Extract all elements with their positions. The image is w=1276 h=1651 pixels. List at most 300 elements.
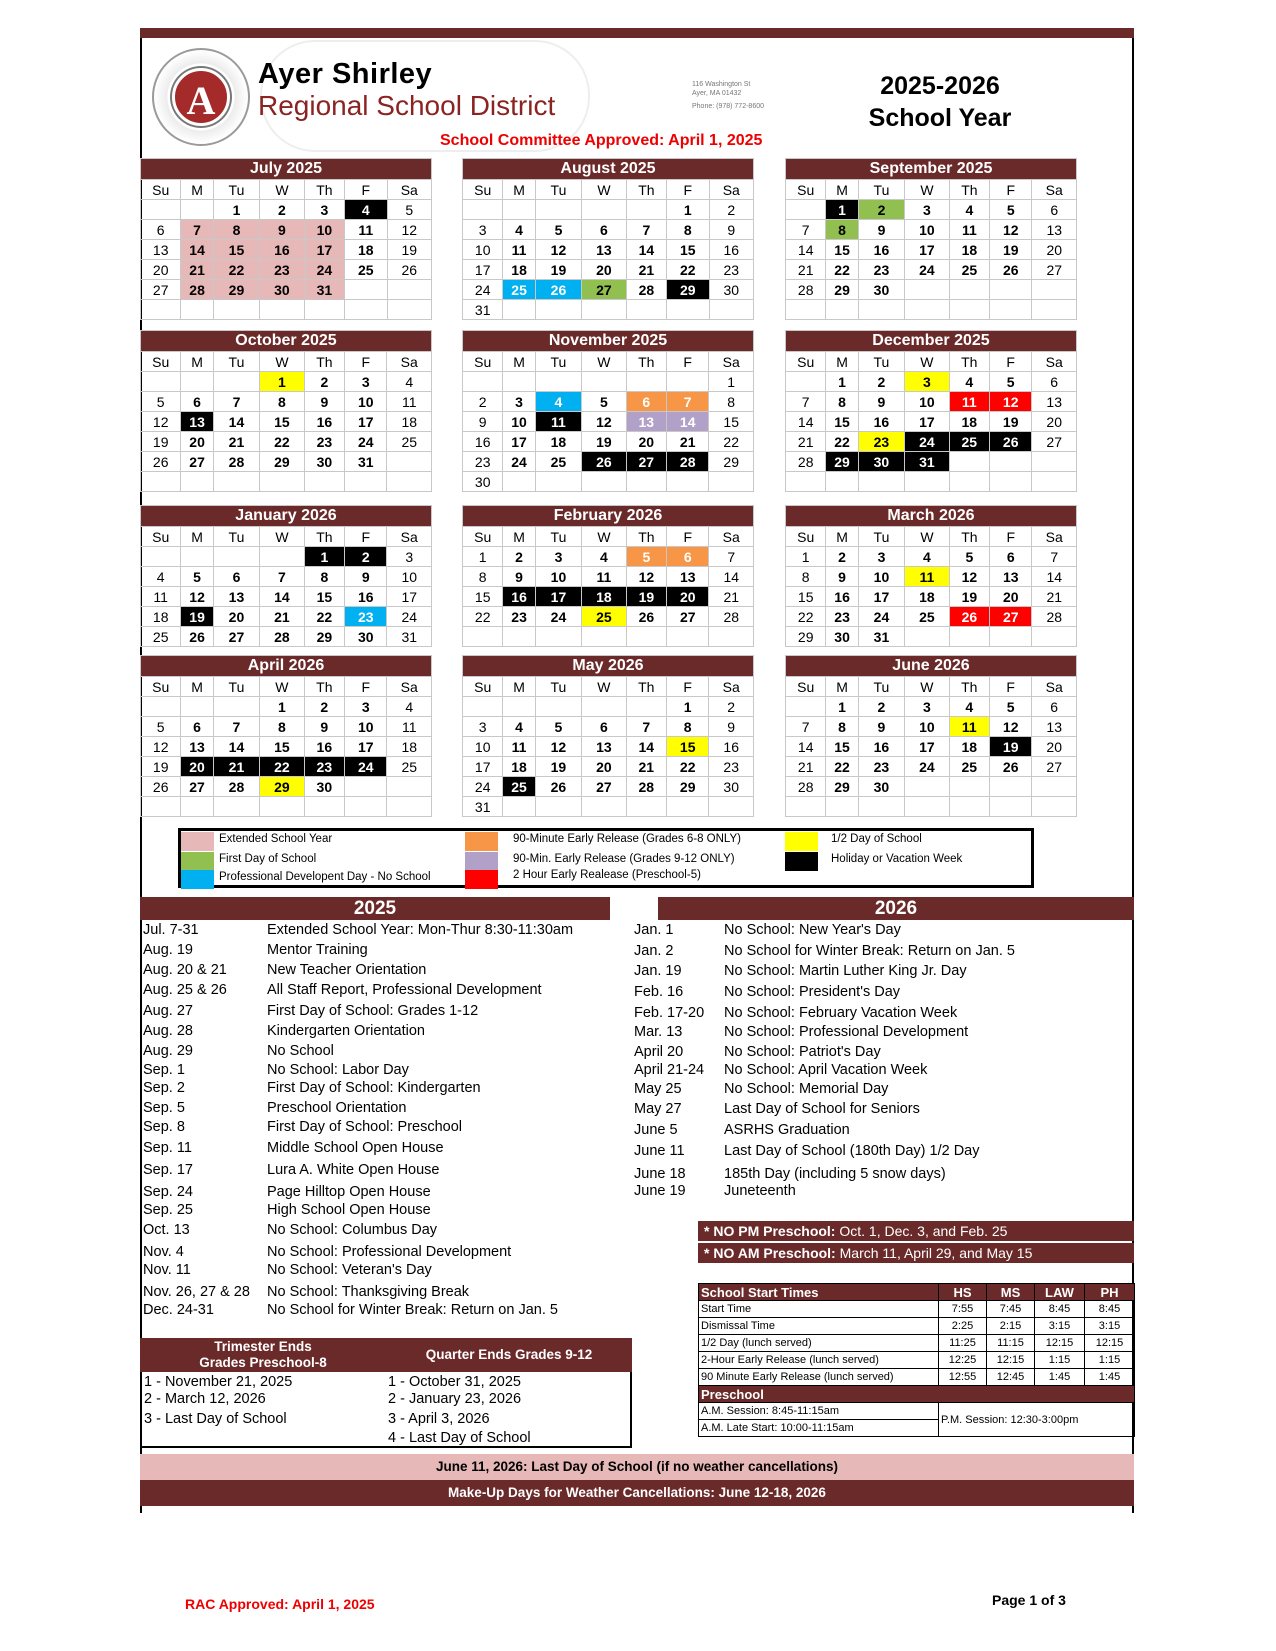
legend-swatch: [465, 852, 498, 871]
day-cell: [463, 697, 503, 717]
day-cell: [387, 280, 432, 300]
weekday-label: Th: [304, 527, 344, 547]
event-description: No School: Patriot's Day: [724, 1044, 881, 1060]
day-cell: [858, 797, 904, 817]
day-cell: [213, 797, 259, 817]
weekday-label: Th: [626, 180, 666, 200]
event-description: Juneteenth: [724, 1183, 796, 1199]
day-cell: 15: [213, 240, 259, 260]
day-cell: 1: [260, 372, 304, 392]
day-cell: [260, 797, 304, 817]
day-cell: 1: [826, 697, 858, 717]
no-am-preschool-note: [698, 1243, 1134, 1263]
day-cell: 4: [949, 200, 989, 220]
day-cell: 8: [786, 567, 826, 587]
day-cell: 23: [463, 452, 503, 472]
weekday-label: W: [582, 352, 626, 372]
day-cell: 14: [181, 240, 213, 260]
day-cell: 17: [905, 737, 949, 757]
time-value: 7:45: [987, 1301, 1035, 1318]
week-row: [141, 240, 432, 260]
day-cell: 28: [786, 452, 826, 472]
start-times-table: [698, 1283, 1135, 1437]
event-row: [143, 922, 603, 940]
district-address: [692, 80, 764, 111]
start-times-header: [699, 1284, 1135, 1301]
day-cell: 1: [463, 547, 503, 567]
day-cell: [626, 472, 666, 492]
week-row: [786, 412, 1077, 432]
quarter-item: 4 - Last Day of School: [388, 1430, 531, 1446]
day-cell: 20: [582, 757, 626, 777]
day-cell: [786, 697, 826, 717]
event-row: [634, 1024, 1094, 1042]
day-cell: 5: [181, 567, 213, 587]
month-title: December 2025: [786, 331, 1077, 352]
weekday-label: Su: [786, 527, 826, 547]
event-description: No School: Memorial Day: [724, 1081, 889, 1097]
day-cell: 2: [858, 200, 904, 220]
event-description: No School: Columbus Day: [267, 1222, 438, 1238]
day-cell: 13: [582, 240, 626, 260]
weekday-header: [786, 527, 1077, 547]
day-cell: [990, 280, 1032, 300]
day-cell: [786, 472, 826, 492]
day-cell: [503, 300, 535, 320]
day-cell: 5: [535, 220, 581, 240]
event-row: [634, 1166, 1094, 1184]
day-cell: 4: [503, 717, 535, 737]
weekday-label: M: [826, 180, 858, 200]
day-cell: [949, 300, 989, 320]
day-cell: 12: [990, 220, 1032, 240]
time-value: 12:15: [1085, 1335, 1135, 1352]
week-row: [463, 777, 754, 797]
month-calendar: [140, 655, 432, 817]
week-row: [463, 392, 754, 412]
day-cell: 9: [709, 717, 754, 737]
weekday-label: W: [905, 180, 949, 200]
day-cell: 20: [990, 587, 1032, 607]
weekday-label: Tu: [858, 677, 904, 697]
day-cell: 28: [626, 280, 666, 300]
weekday-label: F: [666, 677, 708, 697]
day-cell: 24: [905, 757, 949, 777]
weekday-label: M: [181, 352, 213, 372]
day-cell: 22: [213, 260, 259, 280]
day-cell: 24: [535, 607, 581, 627]
day-cell: [181, 300, 213, 320]
week-row: [463, 567, 754, 587]
weekday-label: M: [503, 352, 535, 372]
day-cell: 30: [858, 777, 904, 797]
day-cell: 26: [535, 280, 581, 300]
week-row: [786, 547, 1077, 567]
day-cell: 4: [345, 200, 387, 220]
day-cell: [181, 372, 213, 392]
weekday-label: Th: [949, 677, 989, 697]
day-cell: [858, 472, 904, 492]
day-cell: 8: [260, 392, 304, 412]
trimester-item: 1 - November 21, 2025: [144, 1374, 293, 1390]
day-cell: 28: [626, 777, 666, 797]
weekday-label: M: [503, 527, 535, 547]
day-cell: 5: [535, 717, 581, 737]
week-row: [786, 777, 1077, 797]
month-title: February 2026: [463, 506, 754, 527]
event-description: Middle School Open House: [267, 1140, 444, 1156]
time-value: 2:15: [987, 1318, 1035, 1335]
day-cell: 12: [989, 717, 1031, 737]
day-cell: 29: [826, 280, 858, 300]
time-value: 11:15: [987, 1335, 1035, 1352]
day-cell: 27: [181, 452, 213, 472]
day-cell: 11: [503, 737, 535, 757]
day-cell: 27: [667, 607, 709, 627]
day-cell: 30: [709, 280, 754, 300]
week-row: [786, 627, 1077, 647]
day-cell: 21: [181, 260, 213, 280]
day-cell: 22: [786, 607, 826, 627]
event-date: Sep. 17: [143, 1162, 193, 1178]
day-cell: [181, 547, 213, 567]
month-title: June 2026: [786, 656, 1077, 677]
day-cell: 22: [260, 757, 304, 777]
trimester-title: Trimester Ends: [214, 1339, 312, 1354]
time-value: 12:25: [939, 1352, 987, 1369]
weekday-label: Su: [141, 180, 181, 200]
day-cell: 19: [989, 412, 1031, 432]
top-bar: [140, 28, 1134, 38]
no-pm-preschool-note: [698, 1221, 1134, 1241]
day-cell: 7: [213, 392, 259, 412]
weekday-label: M: [181, 527, 213, 547]
day-cell: 26: [141, 777, 181, 797]
event-date: Sep. 25: [143, 1202, 193, 1218]
week-row: [786, 280, 1077, 300]
week-row: [463, 300, 754, 320]
day-cell: 18: [949, 412, 989, 432]
day-cell: 20: [582, 260, 626, 280]
trimester-subtitle: Grades Preschool-8: [199, 1355, 327, 1370]
weekday-label: Su: [141, 677, 181, 697]
weekday-label: W: [260, 527, 304, 547]
day-cell: 23: [858, 757, 904, 777]
week-row: [463, 607, 754, 627]
calendar-page: [140, 28, 1134, 1576]
day-cell: [141, 797, 181, 817]
time-value: 12:15: [1035, 1335, 1085, 1352]
event-description: Page Hilltop Open House: [267, 1184, 431, 1200]
day-cell: 3: [905, 200, 949, 220]
event-row: [143, 1244, 603, 1262]
pm-session: P.M. Session: 12:30-3:00pm: [939, 1403, 1135, 1437]
day-cell: 23: [503, 607, 535, 627]
week-row: [463, 717, 754, 737]
day-cell: [503, 627, 535, 647]
weekday-label: Th: [626, 677, 666, 697]
preschool-title: Preschool: [699, 1386, 1135, 1403]
day-cell: 14: [626, 737, 666, 757]
event-date: May 27: [634, 1101, 682, 1117]
day-cell: [626, 372, 666, 392]
note-label: * NO AM Preschool:: [704, 1245, 836, 1261]
day-cell: 11: [949, 392, 989, 412]
week-row: [141, 220, 432, 240]
month-calendar: [785, 158, 1077, 320]
day-cell: 24: [503, 452, 535, 472]
day-cell: 28: [213, 452, 259, 472]
day-cell: 22: [826, 260, 858, 280]
day-cell: 6: [141, 220, 181, 240]
day-cell: 29: [709, 452, 754, 472]
district-seal-logo: [152, 48, 250, 146]
time-value: 1:15: [1035, 1352, 1085, 1369]
day-cell: [905, 797, 949, 817]
day-cell: 25: [582, 607, 626, 627]
day-cell: 2: [345, 547, 387, 567]
weekday-label: Th: [949, 352, 989, 372]
day-cell: [1032, 472, 1077, 492]
day-cell: 14: [213, 412, 259, 432]
day-cell: [304, 472, 344, 492]
week-row: [141, 432, 432, 452]
day-cell: [387, 452, 432, 472]
day-cell: [304, 797, 344, 817]
day-cell: [213, 300, 259, 320]
day-cell: 20: [141, 260, 181, 280]
event-row: [143, 982, 603, 1000]
day-cell: [181, 697, 213, 717]
event-description: No School for Winter Break: Return on Jan. 5: [724, 943, 1015, 959]
event-date: Aug. 27: [143, 1003, 193, 1019]
day-cell: 4: [535, 392, 581, 412]
month-calendar: [462, 505, 754, 647]
day-cell: 6: [213, 567, 259, 587]
weekday-label: W: [582, 527, 626, 547]
day-cell: [503, 797, 535, 817]
day-cell: 29: [826, 777, 858, 797]
week-row: [786, 797, 1077, 817]
day-cell: 30: [345, 627, 387, 647]
weekday-label: Tu: [213, 180, 259, 200]
day-cell: 18: [949, 240, 989, 260]
week-row: [463, 472, 754, 492]
day-cell: 21: [786, 757, 826, 777]
day-cell: 18: [535, 432, 581, 452]
month-title: April 2026: [141, 656, 432, 677]
day-cell: [786, 372, 826, 392]
event-description: First Day of School: Preschool: [267, 1119, 463, 1135]
day-cell: [667, 300, 709, 320]
day-cell: 26: [535, 777, 581, 797]
quarter-title: Quarter Ends Grades 9-12: [425, 1347, 593, 1362]
day-cell: [141, 372, 181, 392]
weekday-label: F: [345, 677, 387, 697]
week-row: [786, 392, 1077, 412]
month-title: July 2025: [141, 159, 432, 180]
day-cell: 26: [949, 607, 989, 627]
day-cell: 13: [990, 567, 1032, 587]
day-cell: 10: [463, 240, 503, 260]
day-cell: 17: [858, 587, 904, 607]
day-cell: 14: [1032, 567, 1077, 587]
weekday-header: [463, 527, 754, 547]
event-row: [143, 1302, 603, 1320]
day-cell: 26: [582, 452, 626, 472]
day-cell: 10: [535, 567, 581, 587]
week-row: [786, 432, 1077, 452]
event-description: Preschool Orientation: [267, 1100, 407, 1116]
day-cell: 30: [826, 627, 858, 647]
day-cell: 8: [826, 717, 858, 737]
day-cell: 1: [786, 547, 826, 567]
day-cell: 13: [141, 240, 181, 260]
day-cell: 27: [1032, 432, 1077, 452]
day-cell: 25: [387, 432, 432, 452]
day-cell: [463, 627, 503, 647]
day-cell: [667, 627, 709, 647]
day-cell: 30: [463, 472, 503, 492]
week-row: [141, 452, 432, 472]
col-header: LAW: [1035, 1284, 1085, 1301]
legend-swatch: [465, 832, 498, 851]
weekday-label: M: [826, 677, 858, 697]
event-row: [634, 943, 1094, 961]
time-value: 1:45: [1085, 1369, 1135, 1386]
day-cell: 24: [463, 280, 503, 300]
day-cell: [260, 472, 304, 492]
day-cell: [213, 547, 259, 567]
day-cell: 7: [1032, 547, 1077, 567]
weekday-label: Su: [463, 180, 503, 200]
note-text: March 11, April 29, and May 15: [835, 1245, 1033, 1261]
day-cell: 28: [786, 777, 826, 797]
weekday-label: M: [826, 352, 858, 372]
day-cell: [213, 472, 259, 492]
day-cell: 20: [626, 432, 666, 452]
week-row: [463, 220, 754, 240]
day-cell: 24: [304, 260, 344, 280]
event-description: No School for Winter Break: Return on Jan. 5: [267, 1302, 558, 1318]
day-cell: 29: [667, 280, 709, 300]
day-cell: 28: [709, 607, 754, 627]
day-cell: 7: [786, 392, 826, 412]
weekday-label: Tu: [213, 352, 259, 372]
event-row: [634, 963, 1094, 981]
day-cell: 4: [582, 547, 626, 567]
table-row: [699, 1352, 1135, 1369]
day-cell: [463, 372, 503, 392]
day-cell: 27: [626, 452, 666, 472]
event-description: Last Day of School (180th Day) 1/2 Day: [724, 1143, 980, 1159]
weekday-label: Sa: [1032, 677, 1077, 697]
day-cell: 17: [503, 432, 535, 452]
day-cell: [582, 300, 626, 320]
month-title: November 2025: [463, 331, 754, 352]
day-cell: [1032, 300, 1077, 320]
week-row: [786, 300, 1077, 320]
day-cell: 29: [786, 627, 826, 647]
event-date: June 18: [634, 1166, 686, 1182]
day-cell: [503, 200, 535, 220]
time-value: 11:25: [939, 1335, 987, 1352]
event-description: High School Open House: [267, 1202, 431, 1218]
week-row: [141, 260, 432, 280]
day-cell: [709, 627, 754, 647]
day-cell: 1: [260, 697, 304, 717]
month-title: August 2025: [463, 159, 754, 180]
weekday-label: Sa: [709, 180, 754, 200]
day-cell: 19: [387, 240, 432, 260]
day-cell: 27: [213, 627, 259, 647]
day-cell: 21: [786, 432, 826, 452]
event-date: June 11: [634, 1143, 685, 1159]
day-cell: [387, 797, 432, 817]
district-name: Ayer Shirley: [258, 58, 433, 90]
day-cell: [1032, 777, 1077, 797]
day-cell: 31: [463, 797, 503, 817]
day-cell: [181, 472, 213, 492]
weekday-label: Tu: [858, 180, 904, 200]
day-cell: 18: [949, 737, 989, 757]
day-cell: 1: [666, 697, 708, 717]
event-row: [143, 1284, 603, 1302]
day-cell: 3: [345, 372, 387, 392]
weekday-label: F: [989, 352, 1031, 372]
event-date: Mar. 13: [634, 1024, 683, 1040]
day-cell: 7: [213, 717, 259, 737]
time-label: Start Time: [699, 1301, 939, 1318]
day-cell: [387, 472, 432, 492]
makeup-days-banner: Make-Up Days for Weather Cancellations: June 12-18, 2026: [140, 1480, 1134, 1506]
day-cell: [626, 797, 666, 817]
time-value: 12:55: [939, 1369, 987, 1386]
day-cell: [626, 697, 666, 717]
district-subtitle: Regional School District: [258, 90, 556, 121]
week-row: [786, 587, 1077, 607]
day-cell: 3: [345, 697, 387, 717]
table-row: [699, 1403, 1135, 1420]
weekday-label: M: [503, 677, 535, 697]
day-cell: 22: [709, 432, 754, 452]
day-cell: 30: [858, 280, 904, 300]
event-description: No School: [267, 1043, 334, 1059]
day-cell: 14: [626, 240, 666, 260]
day-cell: [989, 777, 1031, 797]
day-cell: 6: [1032, 372, 1077, 392]
legend-swatch: [181, 832, 214, 851]
address-phone: Phone: (978) 772-8600: [692, 103, 764, 110]
day-cell: [213, 372, 259, 392]
day-cell: 16: [260, 240, 304, 260]
day-cell: 9: [304, 717, 344, 737]
weekday-label: Tu: [213, 677, 259, 697]
week-row: [141, 547, 432, 567]
day-cell: 31: [858, 627, 904, 647]
day-cell: 7: [260, 567, 304, 587]
day-cell: 18: [503, 757, 535, 777]
day-cell: 25: [905, 607, 949, 627]
day-cell: 23: [709, 260, 754, 280]
day-cell: 29: [260, 452, 304, 472]
day-cell: [666, 797, 708, 817]
week-row: [786, 220, 1077, 240]
day-cell: 13: [1032, 717, 1077, 737]
day-cell: 2: [304, 697, 344, 717]
note-label: * NO PM Preschool:: [704, 1223, 836, 1239]
day-cell: 15: [304, 587, 344, 607]
